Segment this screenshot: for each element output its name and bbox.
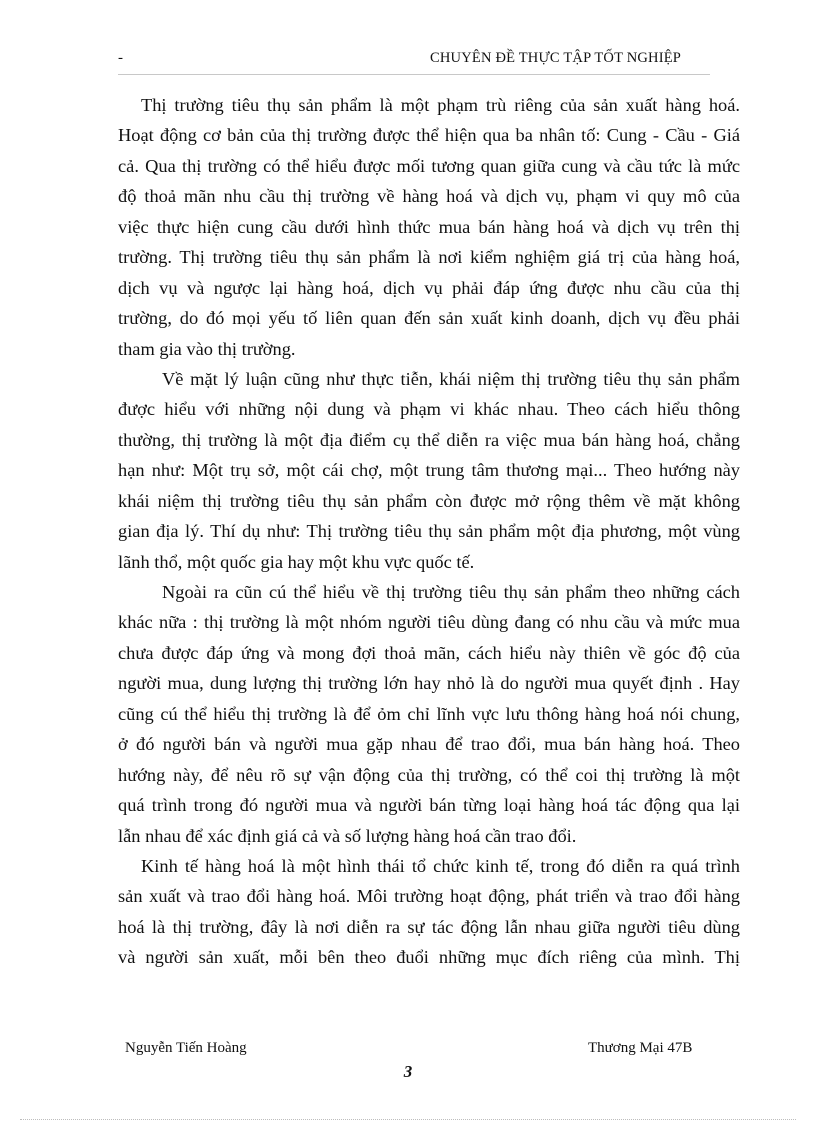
paragraph	[118, 851, 740, 973]
document-body	[118, 90, 740, 973]
text-line: được hiểu với những nội dung và phạm vi khác nhau. Theo cách hiểu thông	[118, 399, 740, 420]
text-line: lãnh thổ, một quốc gia hay một khu vực quốc tế.	[118, 551, 475, 572]
text-line: dịch vụ và ngược lại hàng hoá, dịch vụ phải đáp ứng được nhu cầu của thị	[118, 277, 740, 298]
footer-class-name: Thương Mại 47B	[588, 1040, 693, 1056]
text-line: người mua, dung lượng thị trường lớn hay nhỏ là do người mua quyết định . Hay	[118, 673, 740, 694]
text-line: Về mặt lý luận cũng như thực tiễn, khái niệm thị trường tiêu thụ sản phẩm	[162, 368, 740, 389]
header-title: CHUYÊN ĐỀ THỰC TẬP TỐT NGHIỆP	[430, 50, 682, 66]
text-line: Kinh tế hàng hoá là một hình thái tổ chức kinh tế, trong đó diễn ra quá trình	[141, 855, 740, 876]
page-bottom-edge	[20, 1119, 796, 1120]
header-dash: -	[118, 50, 123, 66]
paragraph	[118, 577, 740, 851]
text-line: Thị trường tiêu thụ sản phẩm là một phạm trù riêng của sản xuất hàng hoá.	[141, 95, 740, 115]
text-line: chưa được đáp ứng và mong đợi thoả mãn, cách hiểu này thiên về góc độ của	[118, 642, 740, 663]
paragraph	[118, 364, 740, 577]
footer-author: Nguyễn Tiến Hoàng	[125, 1040, 247, 1056]
text-line: Hoạt động cơ bản của thị trường được thể hiện qua ba nhân tố: Cung - Cầu - Giá	[118, 125, 740, 146]
text-line: tham gia vào thị trường.	[118, 338, 296, 359]
text-line: khái niệm thị trường tiêu thụ sản phẩm còn được mở rộng thêm về mặt không	[118, 490, 740, 511]
text-line: hướng này, để nêu rõ sự vận động của thị trường, có thể coi thị trường là một	[118, 764, 740, 785]
text-line: cả. Qua thị trường có thể hiểu được mối tương quan giữa cung và cầu tức là mức	[118, 155, 740, 176]
text-line: lẫn nhau để xác định giá cả và số lượng hàng hoá cần trao đổi.	[118, 825, 577, 846]
text-line: khác nữa : thị trường là một nhóm người tiêu dùng đang có nhu cầu và mức mua	[118, 612, 740, 633]
text-line: việc thực hiện cung cầu dưới hình thức mua bán hàng hoá và dịch vụ trên thị	[118, 216, 740, 237]
text-line: trường, do đó mọi yếu tố liên quan đến sản xuất kinh doanh, dịch vụ đều phải	[118, 308, 740, 329]
paragraph	[118, 90, 740, 364]
text-line: quá trình trong đó người mua và người bán từng loại hàng hoá tác động qua lại	[118, 795, 740, 816]
text-line: hoá là thị trường, đây là nơi diễn ra sự tác động lẫn nhau giữa người tiêu dùng	[118, 916, 740, 937]
text-line: độ thoả mãn nhu cầu thị trường về hàng hoá và dịch vụ, phạm vi quy mô của	[118, 186, 740, 207]
header-divider	[118, 74, 710, 75]
text-line: hạn như: Một trụ sở, một cái chợ, một trung tâm thương mại... Theo hướng này	[118, 460, 740, 481]
text-line: và người sản xuất, mỗi bên theo đuổi những mục đích riêng của mình. Thị	[118, 947, 740, 968]
text-line: thường, thị trường là một địa điểm cụ thể diễn ra việc mua bán hàng hoá, chẳng	[118, 429, 740, 450]
page-number: 3	[403, 1062, 413, 1081]
text-line: Ngoài ra cũn cú thể hiểu về thị trường tiêu thụ sản phẩm theo những cách	[162, 582, 740, 602]
text-line: ở đó người bán và người mua gặp nhau để trao đổi, mua bán hàng hoá. Theo	[118, 734, 740, 755]
text-line: gian địa lý. Thí dụ như: Thị trường tiêu thụ sản phẩm một địa phương, một vùng	[118, 521, 740, 542]
text-line: sản xuất và trao đổi hàng hoá. Môi trường hoạt động, phát triển và trao đổi hàng	[118, 886, 740, 907]
text-line: trường. Thị trường tiêu thụ sản phẩm là nơi kiểm nghiệm giá trị của hàng hoá,	[118, 247, 740, 268]
text-line: cũng cú thể hiểu thị trường là để ỏm chỉ lĩnh vực lưu thông hàng hoá nói chung,	[118, 703, 740, 724]
